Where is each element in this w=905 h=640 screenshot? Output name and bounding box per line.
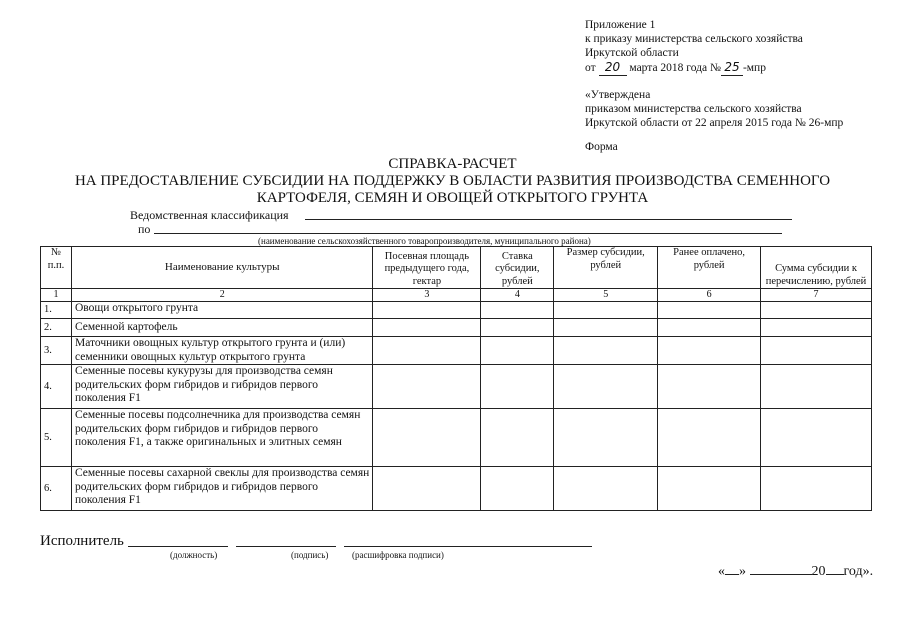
header-order-line	[585, 60, 766, 76]
cell-transfer[interactable]	[761, 467, 872, 511]
date-day-blank[interactable]	[725, 574, 739, 575]
crop-name: Семенной картофель	[71, 319, 372, 337]
crop-name: Семенные посевы сахарной свеклы для производства семян родительских форм гибридов и гибридов первого поколения F1	[71, 467, 372, 511]
date-line	[718, 564, 873, 580]
row-number: 3.	[41, 337, 72, 365]
cell-transfer[interactable]	[761, 302, 872, 319]
position-caption: (должность)	[170, 550, 218, 560]
cell-amount[interactable]	[554, 467, 658, 511]
cell-area[interactable]	[373, 337, 481, 365]
cell-amount[interactable]	[554, 302, 658, 319]
signature-caption: (подпись)	[291, 550, 329, 560]
cell-transfer[interactable]	[761, 365, 872, 409]
order-month-label: марта 2018 года №	[629, 62, 721, 74]
cell-rate[interactable]	[481, 302, 554, 319]
col-header-name: Наименование культуры	[71, 247, 372, 289]
doc-title-line-2: НА ПРЕДОСТАВЛЕНИЕ СУБСИДИИ НА ПОДДЕРЖКУ В ОБЛАСТИ РАЗВИТИЯ ПРОИЗВОДСТВА СЕМЕННОГО	[74, 173, 831, 189]
decoding-line[interactable]	[344, 546, 592, 547]
table-row	[41, 467, 872, 511]
col-header-num: № п.п.	[41, 247, 72, 289]
date-year-prefix: 20	[811, 564, 826, 579]
cell-rate[interactable]	[481, 337, 554, 365]
cell-rate[interactable]	[481, 409, 554, 467]
table-row	[41, 337, 872, 365]
col-number: 6	[658, 289, 761, 302]
row-number: 5.	[41, 409, 72, 467]
col-number: 5	[554, 289, 658, 302]
header-line-1: Приложение 1	[585, 19, 656, 31]
cell-rate[interactable]	[481, 365, 554, 409]
date-close-quote: »	[739, 564, 746, 579]
crop-name: Овощи открытого грунта	[71, 302, 372, 319]
cell-amount[interactable]	[554, 365, 658, 409]
cell-amount[interactable]	[554, 409, 658, 467]
approved-line-2: приказом министерства сельского хозяйства	[585, 103, 802, 115]
date-year-suffix: год».	[843, 564, 874, 579]
table-row	[41, 319, 872, 337]
crop-name: Семенные посевы подсолнечника для производства семян родительских форм гибридов и гибридов первого поколения F1, а также оригинальных и элитных семян	[71, 409, 372, 467]
col-number: 1	[41, 289, 72, 302]
signature-line[interactable]	[236, 546, 336, 547]
date-open-quote: «	[718, 564, 725, 579]
po-line	[154, 233, 782, 234]
col-number: 2	[71, 289, 372, 302]
cell-area[interactable]	[373, 319, 481, 337]
header-line-3: Иркутской области	[585, 47, 679, 59]
col-header-rate: Ставка субсидии, рублей	[481, 247, 554, 289]
table-row	[41, 409, 872, 467]
date-year-blank[interactable]	[826, 574, 844, 575]
cell-paid[interactable]	[658, 302, 761, 319]
table-row	[41, 302, 872, 319]
cell-rate[interactable]	[481, 467, 554, 511]
po-label: по	[138, 222, 151, 236]
cell-rate[interactable]	[481, 319, 554, 337]
order-number: 25	[721, 60, 743, 76]
row-number: 4.	[41, 365, 72, 409]
cell-amount[interactable]	[554, 337, 658, 365]
approved-line-1: «Утверждена	[585, 89, 651, 101]
subsidy-table	[40, 246, 872, 511]
order-day: 20	[599, 60, 627, 76]
cell-paid[interactable]	[658, 319, 761, 337]
order-from-label: от	[585, 62, 596, 74]
cell-area[interactable]	[373, 365, 481, 409]
header-line-2: к приказу министерства сельского хозяйства	[585, 33, 803, 45]
column-number-row	[41, 289, 872, 302]
cell-transfer[interactable]	[761, 337, 872, 365]
classification-label: Ведомственная классификация	[130, 208, 289, 222]
approved-line-3: Иркутской области от 22 апреля 2015 года № 26-мпр	[585, 117, 844, 129]
cell-paid[interactable]	[658, 365, 761, 409]
doc-title: СПРАВКА-РАСЧЕТ	[388, 156, 517, 172]
cell-amount[interactable]	[554, 319, 658, 337]
cell-area[interactable]	[373, 302, 481, 319]
cell-area[interactable]	[373, 409, 481, 467]
order-suffix: -мпр	[742, 62, 766, 74]
cell-transfer[interactable]	[761, 409, 872, 467]
po-caption: (наименование сельскохозяйственного товаропроизводителя, муниципального района)	[258, 236, 591, 246]
executor-label: Исполнитель	[40, 533, 124, 549]
doc-title-line-3: КАРТОФЕЛЯ, СЕМЯН И ОВОЩЕЙ ОТКРЫТОГО ГРУНТА	[256, 190, 649, 206]
classification-line	[305, 219, 792, 220]
row-number: 6.	[41, 467, 72, 511]
position-line[interactable]	[128, 546, 228, 547]
decoding-caption: (расшифровка подписи)	[352, 550, 444, 560]
cell-area[interactable]	[373, 467, 481, 511]
form-label: Форма	[585, 141, 618, 153]
col-number: 7	[761, 289, 872, 302]
date-month-blank[interactable]	[750, 574, 812, 575]
col-number: 3	[373, 289, 481, 302]
col-number: 4	[481, 289, 554, 302]
col-header-amount: Размер субсидии, рублей	[554, 247, 658, 289]
cell-transfer[interactable]	[761, 319, 872, 337]
cell-paid[interactable]	[658, 467, 761, 511]
row-number: 2.	[41, 319, 72, 337]
crop-name: Семенные посевы кукурузы для производства семян родительских форм гибридов и гибридов первого поколения F1	[71, 365, 372, 409]
cell-paid[interactable]	[658, 409, 761, 467]
col-header-area: Посевная площадь предыдущего года, гектар	[373, 247, 481, 289]
col-header-paid: Ранее оплачено, рублей	[658, 247, 761, 289]
table-header-row	[41, 247, 872, 289]
cell-paid[interactable]	[658, 337, 761, 365]
crop-name: Маточники овощных культур открытого грунта и (или) семенники овощных культур открытого грунта	[71, 337, 372, 365]
table-row	[41, 365, 872, 409]
col-header-transfer: Сумма субсидии к перечислению, рублей	[761, 247, 872, 289]
row-number: 1.	[41, 302, 72, 319]
